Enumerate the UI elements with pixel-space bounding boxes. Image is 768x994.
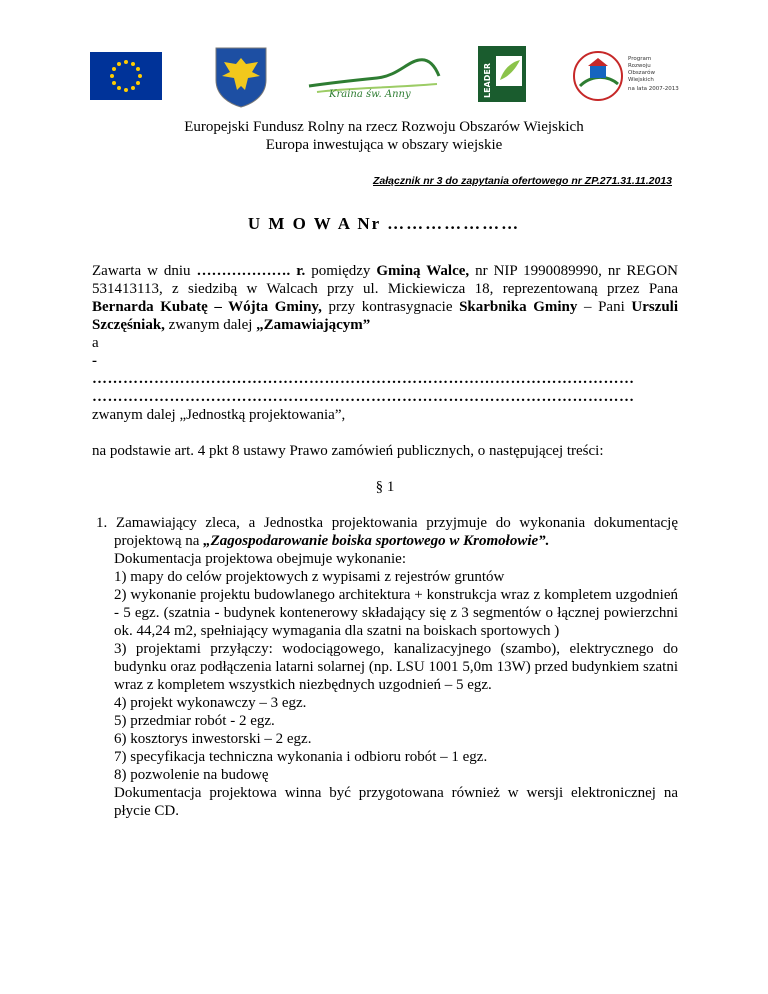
prow-line-2: Rozwoju bbox=[628, 63, 651, 69]
and-line: a bbox=[92, 335, 99, 351]
intro-text: – Pani bbox=[577, 299, 632, 315]
leader-logo bbox=[478, 46, 526, 102]
closing-note: Dokumentacja projektowa winna być przygotowana również w wersji elektronicznej na płycie CD. bbox=[114, 785, 678, 819]
party-skarbnik: Skarbnika Gminy bbox=[459, 299, 578, 315]
intro-text: przy kontrasygnacie bbox=[321, 299, 460, 315]
intro-paragraph bbox=[92, 262, 678, 334]
prow-line-5: na lata 2007-2013 bbox=[628, 86, 679, 92]
eu-flag-icon bbox=[90, 52, 162, 100]
prow-line-3: Obszarów bbox=[628, 70, 655, 76]
project-title: „Zagospodarowanie boiska sportowego w Kromołowie”. bbox=[203, 533, 550, 549]
clause-text: 1. Zamawiający zleca, a Jednostka projektowania przyjmuje do wykonania dokumentację projektową na bbox=[96, 515, 678, 549]
clause-1 bbox=[92, 514, 678, 820]
opole-eagle-icon bbox=[212, 46, 270, 108]
intro-text: pomiędzy bbox=[305, 263, 377, 279]
legal-basis: na podstawie art. 4 pkt 8 ustawy Prawo zamówień publicznych, o następującej treści: bbox=[92, 443, 604, 459]
logo-bar bbox=[0, 0, 768, 110]
fund-header-line-1: Europejski Fundusz Rolny na rzecz Rozwoju Obszarów Wiejskich bbox=[184, 119, 584, 135]
annex-label: Załącznik nr 3 do zapytania ofertowego nr ZP.271.31.11.2013 bbox=[373, 175, 672, 187]
prow-line-4: Wiejskich bbox=[628, 77, 654, 83]
fund-header-line-2: Europa inwestująca w obszary wiejskie bbox=[265, 137, 503, 153]
contract-title: U M O W A Nr ………………… bbox=[247, 214, 521, 233]
scope-item-1: 1) mapy do celów projektowych z wypisami z rejestrów gruntów bbox=[114, 569, 505, 585]
scope-item-3: 3) projektami przyłączy: wodociągowego, kanalizacyjnego (szambo), elektrycznego do budynku oraz podłączenia latarni solarnej (np. LSU 1001 5,0m 13W) przed budynkiem szatni wraz z kompletem wszystkich niezbędnych uzgodnień – 5 egz. bbox=[114, 641, 678, 693]
scope-item-6: 6) kosztorys inwestorski – 2 egz. bbox=[114, 731, 312, 747]
leader-text: LEADER bbox=[483, 62, 492, 98]
scope-item-8: 8) pozwolenie na budowę bbox=[114, 767, 269, 783]
scope-item-7: 7) specyfikacja techniczna wykonania i odbioru robót – 1 egz. bbox=[114, 749, 488, 765]
scope-item-2: 2) wykonanie projektu budowlanego architektura + konstrukcja wraz z kompletem uzgodnień - 5 egz. (szatnia - budynek kontenerowy składający się z 3 segmentów o łącznej powierzchni ok. 44,24 m2, spełniający wymagania dla szatni na boiskach sportowych ) bbox=[114, 587, 678, 639]
contractor-called: zwanym dalej „Jednostką projektowania”, bbox=[92, 407, 346, 423]
date-placeholder: ………………. r. bbox=[196, 263, 306, 279]
contractor-placeholder-2: …………………………………………………………………………………………… bbox=[92, 389, 635, 405]
dash-line: - bbox=[92, 353, 97, 369]
scope-item-4: 4) projekt wykonawczy – 3 egz. bbox=[114, 695, 307, 711]
scope-heading: Dokumentacja projektowa obejmuje wykonanie: bbox=[114, 551, 406, 567]
party-zamawiajacy: „Zamawiającym” bbox=[256, 317, 371, 333]
intro-text: nr NIP 1990089990, nr REGON 531413113, z siedzibą w Walcach przy ul. Mickiewicza 18, reprezentowaną przez Pana bbox=[92, 263, 678, 297]
contractor-placeholder-1: …………………………………………………………………………………………… bbox=[92, 371, 635, 387]
prow-line-1: Program bbox=[628, 56, 652, 62]
kraina-text: Kraina św. Anny bbox=[329, 89, 411, 100]
fund-header bbox=[0, 118, 768, 154]
contract-body bbox=[92, 262, 678, 820]
party-skarbnik-name: Urszuli Szczęśniak, bbox=[92, 299, 679, 333]
party-wojt: Bernarda Kubatę – Wójta Gminy, bbox=[92, 299, 322, 315]
intro-text: Zawarta w dniu bbox=[92, 263, 197, 279]
party-gmina: Gminą Walce, bbox=[376, 263, 470, 279]
kraina-logo bbox=[307, 52, 447, 100]
clause-1-intro bbox=[96, 514, 678, 550]
section-heading: § 1 bbox=[375, 479, 395, 495]
intro-text: zwanym dalej bbox=[164, 317, 257, 333]
prow-logo bbox=[568, 40, 686, 106]
scope-item-5: 5) przedmiar robót - 2 egz. bbox=[114, 713, 275, 729]
